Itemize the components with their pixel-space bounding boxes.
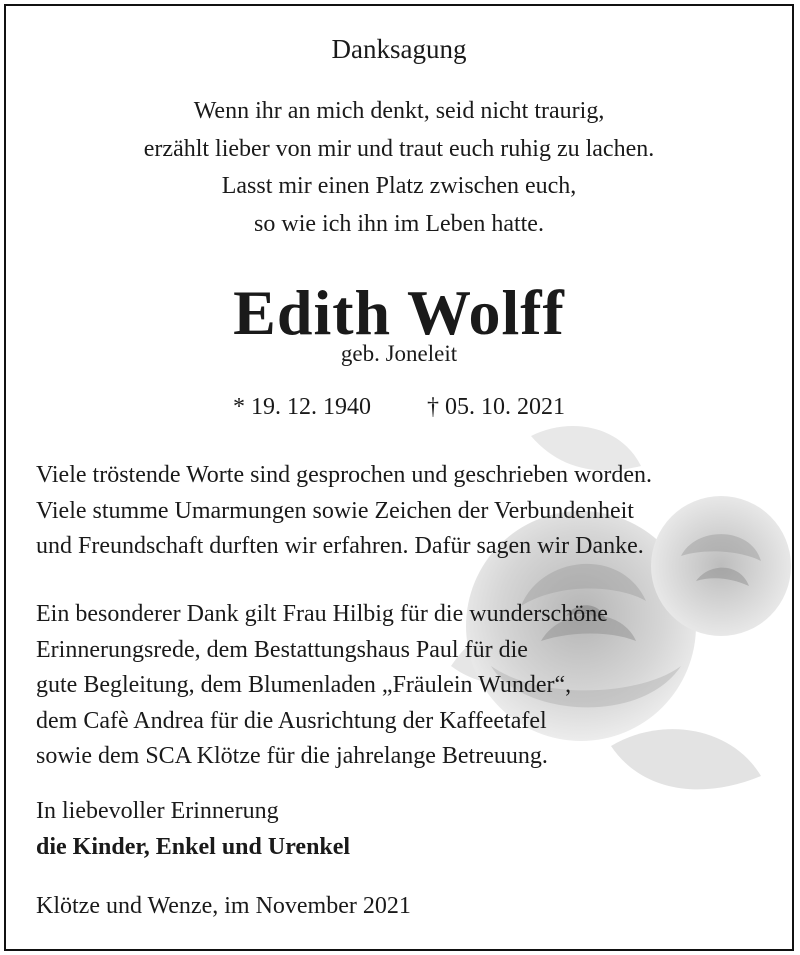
text-line: dem Cafè Andrea für die Ausrichtung der Kaffeetafel bbox=[36, 707, 547, 734]
text-line: und Freundschaft durften wir erfahren. Dafür sagen wir Danke. bbox=[36, 533, 644, 559]
thanks-paragraph-2 bbox=[36, 597, 776, 775]
life-dates bbox=[6, 394, 792, 421]
thanks-paragraph-1 bbox=[36, 458, 776, 565]
birth-date: * 19. 12. 1940 bbox=[233, 394, 371, 420]
signature-intro: In liebevoller Erinnerung bbox=[36, 798, 279, 824]
poem bbox=[6, 93, 792, 243]
text-line: Viele stumme Umarmungen sowie Zeichen der Verbundenheit bbox=[36, 497, 634, 524]
death-date: † 05. 10. 2021 bbox=[427, 394, 565, 420]
obituary-card bbox=[4, 4, 794, 951]
poem-line: Wenn ihr an mich denkt, seid nicht traurig, bbox=[193, 98, 605, 124]
poem-line: Lasst mir einen Platz zwischen euch, bbox=[221, 173, 577, 199]
text-line: gute Begleitung, dem Blumenladen „Fräulein Wunder“, bbox=[36, 672, 572, 698]
poem-line: erzählt lieber von mir und traut euch ruhig zu lachen. bbox=[143, 135, 655, 162]
place-and-date: Klötze und Wenze, im November 2021 bbox=[36, 893, 411, 919]
birth-name: geb. Joneleit bbox=[340, 341, 458, 366]
deceased-name: Edith Wolff bbox=[233, 277, 565, 348]
poem-line: so wie ich ihn im Leben hatte. bbox=[254, 210, 544, 237]
heading: Danksagung bbox=[331, 34, 467, 64]
text-line: Viele tröstende Worte sind gesprochen und geschrieben worden. bbox=[36, 462, 652, 488]
text-line: sowie dem SCA Klötze für die jahrelange Betreuung. bbox=[36, 743, 548, 769]
text-line: Erinnerungsrede, dem Bestattungshaus Paul für die bbox=[36, 636, 528, 663]
signature bbox=[36, 794, 776, 865]
signature-family: die Kinder, Enkel und Urenkel bbox=[36, 833, 351, 860]
text-line: Ein besonderer Dank gilt Frau Hilbig für die wunderschöne bbox=[36, 601, 608, 627]
